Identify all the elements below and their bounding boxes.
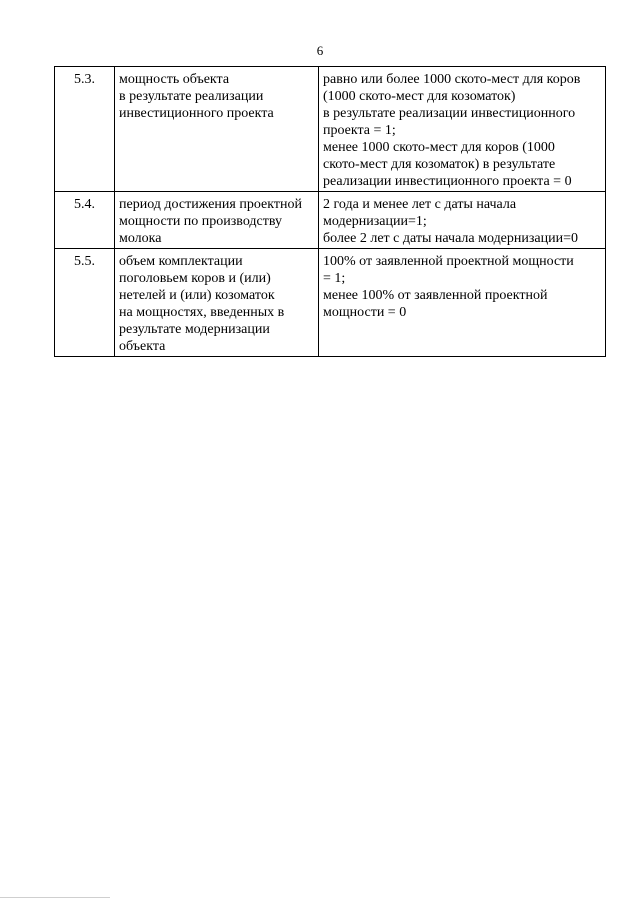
- criteria-table: [54, 66, 606, 357]
- criterion-name-line: мощность объекта: [119, 72, 230, 87]
- page-number: 6: [316, 43, 324, 58]
- criterion-value: [319, 192, 606, 249]
- criterion-name-line: молока: [119, 231, 162, 246]
- row-number: 5.5.: [55, 249, 115, 357]
- criterion-name-line: результате модернизации: [119, 322, 270, 337]
- criterion-name-line: нетелей и (или) козоматок: [119, 288, 275, 303]
- row-number: 5.4.: [55, 192, 115, 249]
- criterion-name-line: на мощностях, введенных в: [119, 305, 285, 320]
- criterion-value-line: проекта = 1;: [323, 123, 396, 138]
- criterion-value-line: 2 года и менее лет с даты начала: [323, 197, 517, 212]
- criterion-name: [115, 67, 319, 192]
- criterion-name: [115, 192, 319, 249]
- criterion-name-line: период достижения проектной: [119, 197, 302, 212]
- criterion-value-line: более 2 лет с даты начала модернизации=0: [323, 231, 579, 246]
- criterion-value-line: менее 1000 ското-мест для коров (1000: [323, 140, 555, 155]
- criterion-name-line: поголовьем коров и (или): [119, 271, 271, 286]
- criterion-value-line: ското-мест для козоматок) в результате: [323, 157, 556, 172]
- table-row: [55, 67, 606, 192]
- row-number: 5.3.: [55, 67, 115, 192]
- criterion-value-line: (1000 ското-мест для козоматок): [323, 89, 516, 104]
- criterion-name-line: инвестиционного проекта: [119, 106, 274, 121]
- table-row: [55, 192, 606, 249]
- criterion-name: [115, 249, 319, 357]
- criterion-name-line: мощности по производству: [119, 214, 283, 229]
- criterion-value-line: равно или более 1000 ското-мест для коров: [323, 72, 581, 87]
- criterion-value: [319, 249, 606, 357]
- criterion-value-line: в результате реализации инвестиционного: [323, 106, 576, 121]
- criterion-value-line: 100% от заявленной проектной мощности: [323, 254, 574, 269]
- criterion-value-line: реализации инвестиционного проекта = 0: [323, 174, 572, 189]
- criterion-name-line: объекта: [119, 339, 166, 354]
- criterion-value-line: = 1;: [323, 271, 346, 286]
- criterion-name-line: объем комплектации: [119, 254, 243, 269]
- criterion-name-line: в результате реализации: [119, 89, 264, 104]
- criterion-value-line: менее 100% от заявленной проектной: [323, 288, 548, 303]
- table-row: [55, 249, 606, 357]
- criterion-value: [319, 67, 606, 192]
- criterion-value-line: модернизации=1;: [323, 214, 427, 229]
- criterion-value-line: мощности = 0: [323, 305, 407, 320]
- scan-edge-line: [0, 897, 110, 898]
